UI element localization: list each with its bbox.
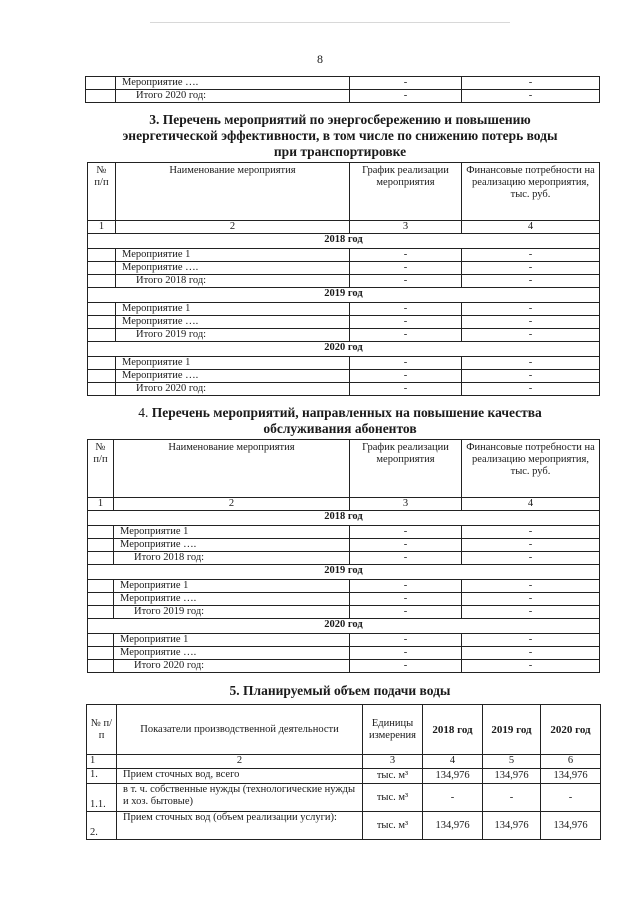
table-row — [86, 77, 600, 90]
table-row — [88, 660, 600, 673]
section3-title-line1: 3. Перечень мероприятий по энергосбережению и повышению — [149, 112, 531, 127]
event-name: Мероприятие 1 — [116, 357, 350, 370]
table-row — [88, 634, 600, 647]
table-row — [88, 316, 600, 329]
col-header-num: № п/п — [88, 163, 116, 221]
finance-cell: - — [462, 606, 600, 619]
event-name: Мероприятие …. — [116, 262, 350, 275]
table-row — [87, 812, 601, 840]
schedule-cell: - — [350, 249, 462, 262]
col-header-unit: Единицы измерения — [363, 705, 423, 755]
finance-cell: - — [462, 90, 600, 103]
section4-table — [87, 439, 600, 673]
year-row — [88, 234, 600, 249]
event-name: Мероприятие …. — [114, 539, 350, 552]
col-header-schedule: График реализации мероприятия — [350, 163, 462, 221]
finance-cell: - — [462, 660, 600, 673]
event-name: Мероприятие 1 — [116, 249, 350, 262]
schedule-cell: - — [350, 593, 462, 606]
section4-title — [70, 405, 610, 437]
table-row — [88, 593, 600, 606]
event-name: Мероприятие …. — [114, 593, 350, 606]
event-name: Мероприятие 1 — [114, 634, 350, 647]
total-label: Итого 2018 год: — [114, 552, 350, 565]
schedule-cell: - — [350, 660, 462, 673]
row-number: 1. — [87, 769, 117, 784]
indicator-name: Прием сточных вод, всего — [117, 769, 363, 784]
column-number: 4 — [462, 221, 600, 234]
event-name: Мероприятие …. — [116, 370, 350, 383]
header-row — [88, 163, 600, 221]
schedule-cell: - — [350, 580, 462, 593]
value-2019: 134,976 — [483, 812, 541, 840]
table-row — [88, 580, 600, 593]
col-header-finance: Финансовые потребности на реализацию мероприятия, тыс. руб. — [462, 163, 600, 221]
table-row — [88, 303, 600, 316]
finance-cell: - — [462, 275, 600, 288]
finance-cell: - — [462, 634, 600, 647]
total-label: Итого 2020 год: — [116, 90, 350, 103]
col-header-finance: Финансовые потребности на реализацию мероприятия, тыс. руб. — [462, 440, 600, 498]
row-number: 2. — [87, 812, 117, 840]
indicator-name: Прием сточных вод (объем реализации услуги): — [117, 812, 363, 840]
total-label: Итого 2019 год: — [114, 606, 350, 619]
finance-cell: - — [462, 303, 600, 316]
header-row — [88, 440, 600, 498]
year-label: 2019 год — [88, 288, 600, 303]
col-header-name: Наименование мероприятия — [114, 440, 350, 498]
column-number: 3 — [350, 498, 462, 511]
column-number: 4 — [423, 755, 483, 769]
unit-cell: тыс. м³ — [363, 784, 423, 812]
section4-title-line2: обслуживания абонентов — [263, 421, 417, 436]
schedule-cell: - — [350, 370, 462, 383]
column-number: 1 — [88, 498, 114, 511]
column-number: 3 — [363, 755, 423, 769]
finance-cell: - — [462, 262, 600, 275]
section5-table — [86, 704, 601, 840]
value-2019: 134,976 — [483, 769, 541, 784]
year-row — [88, 288, 600, 303]
total-label: Итого 2020 год: — [116, 383, 350, 396]
section4-title-line1: Перечень мероприятий, направленных на повышение качества — [151, 405, 542, 420]
col-header-num: № п/п — [88, 440, 114, 498]
column-number: 6 — [541, 755, 601, 769]
table-row — [88, 383, 600, 396]
table-row — [88, 539, 600, 552]
finance-cell: - — [462, 580, 600, 593]
table-row — [88, 606, 600, 619]
top-rule — [150, 22, 510, 23]
value-2018: - — [423, 784, 483, 812]
table-row — [87, 769, 601, 784]
column-number: 1 — [87, 755, 117, 769]
table-row — [88, 552, 600, 565]
finance-cell: - — [462, 647, 600, 660]
finance-cell: - — [462, 77, 600, 90]
finance-cell: - — [462, 526, 600, 539]
schedule-cell: - — [350, 526, 462, 539]
value-2019: - — [483, 784, 541, 812]
schedule-cell: - — [350, 275, 462, 288]
table-row — [87, 784, 601, 812]
col-header-2019: 2019 год — [483, 705, 541, 755]
year-label: 2019 год — [88, 565, 600, 580]
total-label: Итого 2020 год: — [114, 660, 350, 673]
table-row — [88, 329, 600, 342]
schedule-cell: - — [350, 357, 462, 370]
year-label: 2020 год — [88, 619, 600, 634]
event-name: Мероприятие 1 — [116, 303, 350, 316]
column-number-row — [88, 498, 600, 511]
finance-cell: - — [462, 316, 600, 329]
row-number: 1.1. — [87, 784, 117, 812]
table-row — [88, 647, 600, 660]
section3-title — [70, 112, 610, 160]
year-row — [88, 619, 600, 634]
col-header-schedule: График реализации мероприятия — [350, 440, 462, 498]
unit-cell: тыс. м³ — [363, 812, 423, 840]
schedule-cell: - — [350, 316, 462, 329]
year-label: 2018 год — [88, 234, 600, 249]
finance-cell: - — [462, 383, 600, 396]
schedule-cell: - — [350, 647, 462, 660]
event-name: Мероприятие 1 — [114, 580, 350, 593]
table-row — [88, 370, 600, 383]
schedule-cell: - — [350, 262, 462, 275]
year-row — [88, 342, 600, 357]
column-number: 3 — [350, 221, 462, 234]
col-header-2018: 2018 год — [423, 705, 483, 755]
section3-title-line2: энергетической эффективности, в том числе по снижению потерь воды — [122, 128, 558, 143]
table-row — [88, 357, 600, 370]
column-number: 2 — [116, 221, 350, 234]
schedule-cell: - — [350, 606, 462, 619]
table-row — [88, 262, 600, 275]
finance-cell: - — [462, 370, 600, 383]
section5-title: 5. Планируемый объем подачи воды — [229, 683, 451, 698]
year-row — [88, 511, 600, 526]
indicator-name: в т. ч. собственные нужды (технологические нужды и хоз. бытовые) — [117, 784, 363, 812]
schedule-cell: - — [350, 383, 462, 396]
table-row — [88, 526, 600, 539]
schedule-cell: - — [350, 90, 462, 103]
column-number: 4 — [462, 498, 600, 511]
previous-table-tail — [85, 76, 600, 103]
value-2020: 134,976 — [541, 769, 601, 784]
table-row — [86, 90, 600, 103]
column-number-row — [88, 221, 600, 234]
section3-table — [87, 162, 600, 396]
total-label: Итого 2018 год: — [116, 275, 350, 288]
year-label: 2020 год — [88, 342, 600, 357]
finance-cell: - — [462, 539, 600, 552]
schedule-cell: - — [350, 552, 462, 565]
column-number: 1 — [88, 221, 116, 234]
year-row — [88, 565, 600, 580]
finance-cell: - — [462, 249, 600, 262]
finance-cell: - — [462, 593, 600, 606]
column-number: 2 — [117, 755, 363, 769]
year-label: 2018 год — [88, 511, 600, 526]
schedule-cell: - — [350, 634, 462, 647]
value-2020: 134,976 — [541, 812, 601, 840]
finance-cell: - — [462, 552, 600, 565]
table-row — [88, 249, 600, 262]
total-label: Итого 2019 год: — [116, 329, 350, 342]
col-header-num: № п/п — [87, 705, 117, 755]
event-name: Мероприятие …. — [116, 316, 350, 329]
header-row — [87, 705, 601, 755]
value-2018: 134,976 — [423, 812, 483, 840]
schedule-cell: - — [350, 329, 462, 342]
unit-cell: тыс. м³ — [363, 769, 423, 784]
col-header-indicator: Показатели производственной деятельности — [117, 705, 363, 755]
schedule-cell: - — [350, 539, 462, 552]
table-row — [88, 275, 600, 288]
page-number: 8 — [317, 52, 323, 66]
value-2020: - — [541, 784, 601, 812]
finance-cell: - — [462, 329, 600, 342]
event-name: Мероприятие …. — [114, 647, 350, 660]
value-2018: 134,976 — [423, 769, 483, 784]
event-name: Мероприятие 1 — [114, 526, 350, 539]
col-header-2020: 2020 год — [541, 705, 601, 755]
section4-title-number: 4. — [138, 405, 149, 420]
column-number: 2 — [114, 498, 350, 511]
col-header-name: Наименование мероприятия — [116, 163, 350, 221]
column-number: 5 — [483, 755, 541, 769]
section3-title-line3: при транспортировке — [273, 144, 407, 159]
finance-cell: - — [462, 357, 600, 370]
column-number-row — [87, 755, 601, 769]
schedule-cell: - — [350, 77, 462, 90]
event-name: Мероприятие …. — [116, 77, 350, 90]
schedule-cell: - — [350, 303, 462, 316]
